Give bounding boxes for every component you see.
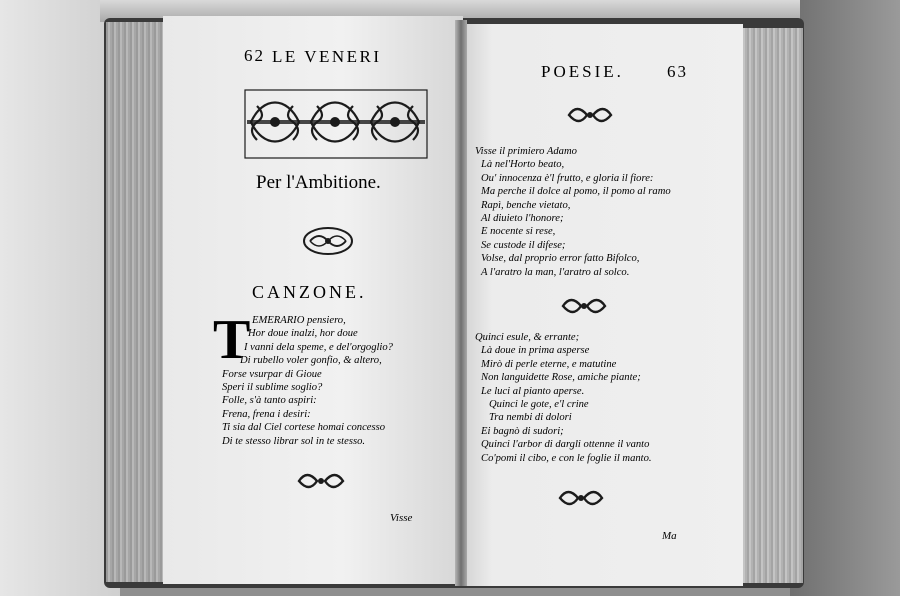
- verse-line: Ou' innocenza è'l frutto, e gloria il fiore:: [481, 172, 654, 184]
- verse-line: EMERARIO pensiero,: [252, 315, 346, 326]
- verse-line: Quinci le gote, e'l crine: [489, 399, 589, 411]
- verse-line: Visse il primiero Adamo: [475, 146, 577, 157]
- verse-line: Quinci esule, & errante;: [475, 332, 580, 343]
- fleuron-ornament: [302, 226, 354, 256]
- section-title: Per l'Ambitione.: [256, 172, 381, 193]
- catchword: Visse: [390, 512, 413, 524]
- verse-line: Ti sia dal Ciel cortese homai concesso: [222, 422, 386, 434]
- fleuron-ornament: [559, 295, 609, 317]
- verse-line: Tra nembi di dolori: [489, 412, 572, 424]
- catchword: Ma: [662, 530, 677, 542]
- verse-line: Quinci l'arbor di dargli ottenne il vanto: [481, 439, 650, 451]
- verse-line: E nocente si rese,: [481, 226, 556, 238]
- fleuron-ornament: [556, 487, 606, 509]
- verse-line: Non languidette Rose, amiche piante;: [481, 372, 641, 384]
- left-poem-stanza: [222, 314, 393, 448]
- left-page-number: 62: [244, 46, 265, 65]
- page-edges-left: [106, 22, 167, 582]
- verse-line: Folle, s'à tanto aspiri:: [222, 395, 317, 407]
- canzone-heading: CANZONE.: [252, 282, 367, 302]
- ornamental-headpiece: [243, 88, 429, 160]
- verse-line: Se custode il difese;: [481, 239, 566, 251]
- right-running-title: POESIE.: [541, 62, 624, 81]
- verse-line: Volse, dal proprio error fatto Bifolco,: [481, 253, 640, 265]
- drop-capital: T: [213, 309, 251, 371]
- verse-line: Forse vsurpar di Gioue: [222, 368, 322, 380]
- right-page-number: 63: [667, 62, 688, 81]
- verse-line: Ma perche il dolce al pomo, il pomo al ramo: [481, 186, 671, 198]
- verse-line: I vanni dela speme, e del'orgoglio?: [244, 341, 393, 353]
- verse-line: Le luci al pianto aperse.: [481, 385, 585, 397]
- book-gutter: [455, 20, 467, 586]
- background-left: [0, 0, 120, 596]
- verse-line: Là nel'Horto beato,: [481, 159, 565, 171]
- right-poem-stanza-1: [475, 145, 671, 279]
- verse-line: A l'aratro la man, l'aratro al solco.: [481, 266, 630, 278]
- verse-line: Di rubello voler gonfio, & altero,: [240, 355, 382, 367]
- verse-line: Co'pomi il cibo, e con le foglie il manto.: [481, 452, 652, 464]
- verse-line: Di te stesso librar sol in te stesso.: [222, 435, 366, 447]
- verse-line: Hor doue inalzi, hor doue: [248, 328, 358, 340]
- verse-line: Ei bagnò di sudori;: [481, 425, 564, 437]
- verse-line: Speri il sublime soglio?: [222, 382, 323, 394]
- verse-line: Frena, frena i desiri:: [222, 408, 311, 420]
- verse-line: Là doue in prima asperse: [481, 345, 590, 357]
- right-poem-stanza-2: [475, 331, 652, 465]
- verse-line: Rapì, benche vietato,: [481, 199, 571, 211]
- verse-line: Al diuieto l'honore;: [481, 213, 564, 225]
- left-running-title: LE VENERI: [272, 47, 382, 66]
- verse-line: Mirò di perle eterne, e matutine: [481, 358, 617, 370]
- page-edges-right: [740, 28, 803, 583]
- fleuron-ornament: [565, 104, 615, 126]
- background-right: [790, 0, 900, 596]
- fleuron-ornament: [295, 470, 347, 492]
